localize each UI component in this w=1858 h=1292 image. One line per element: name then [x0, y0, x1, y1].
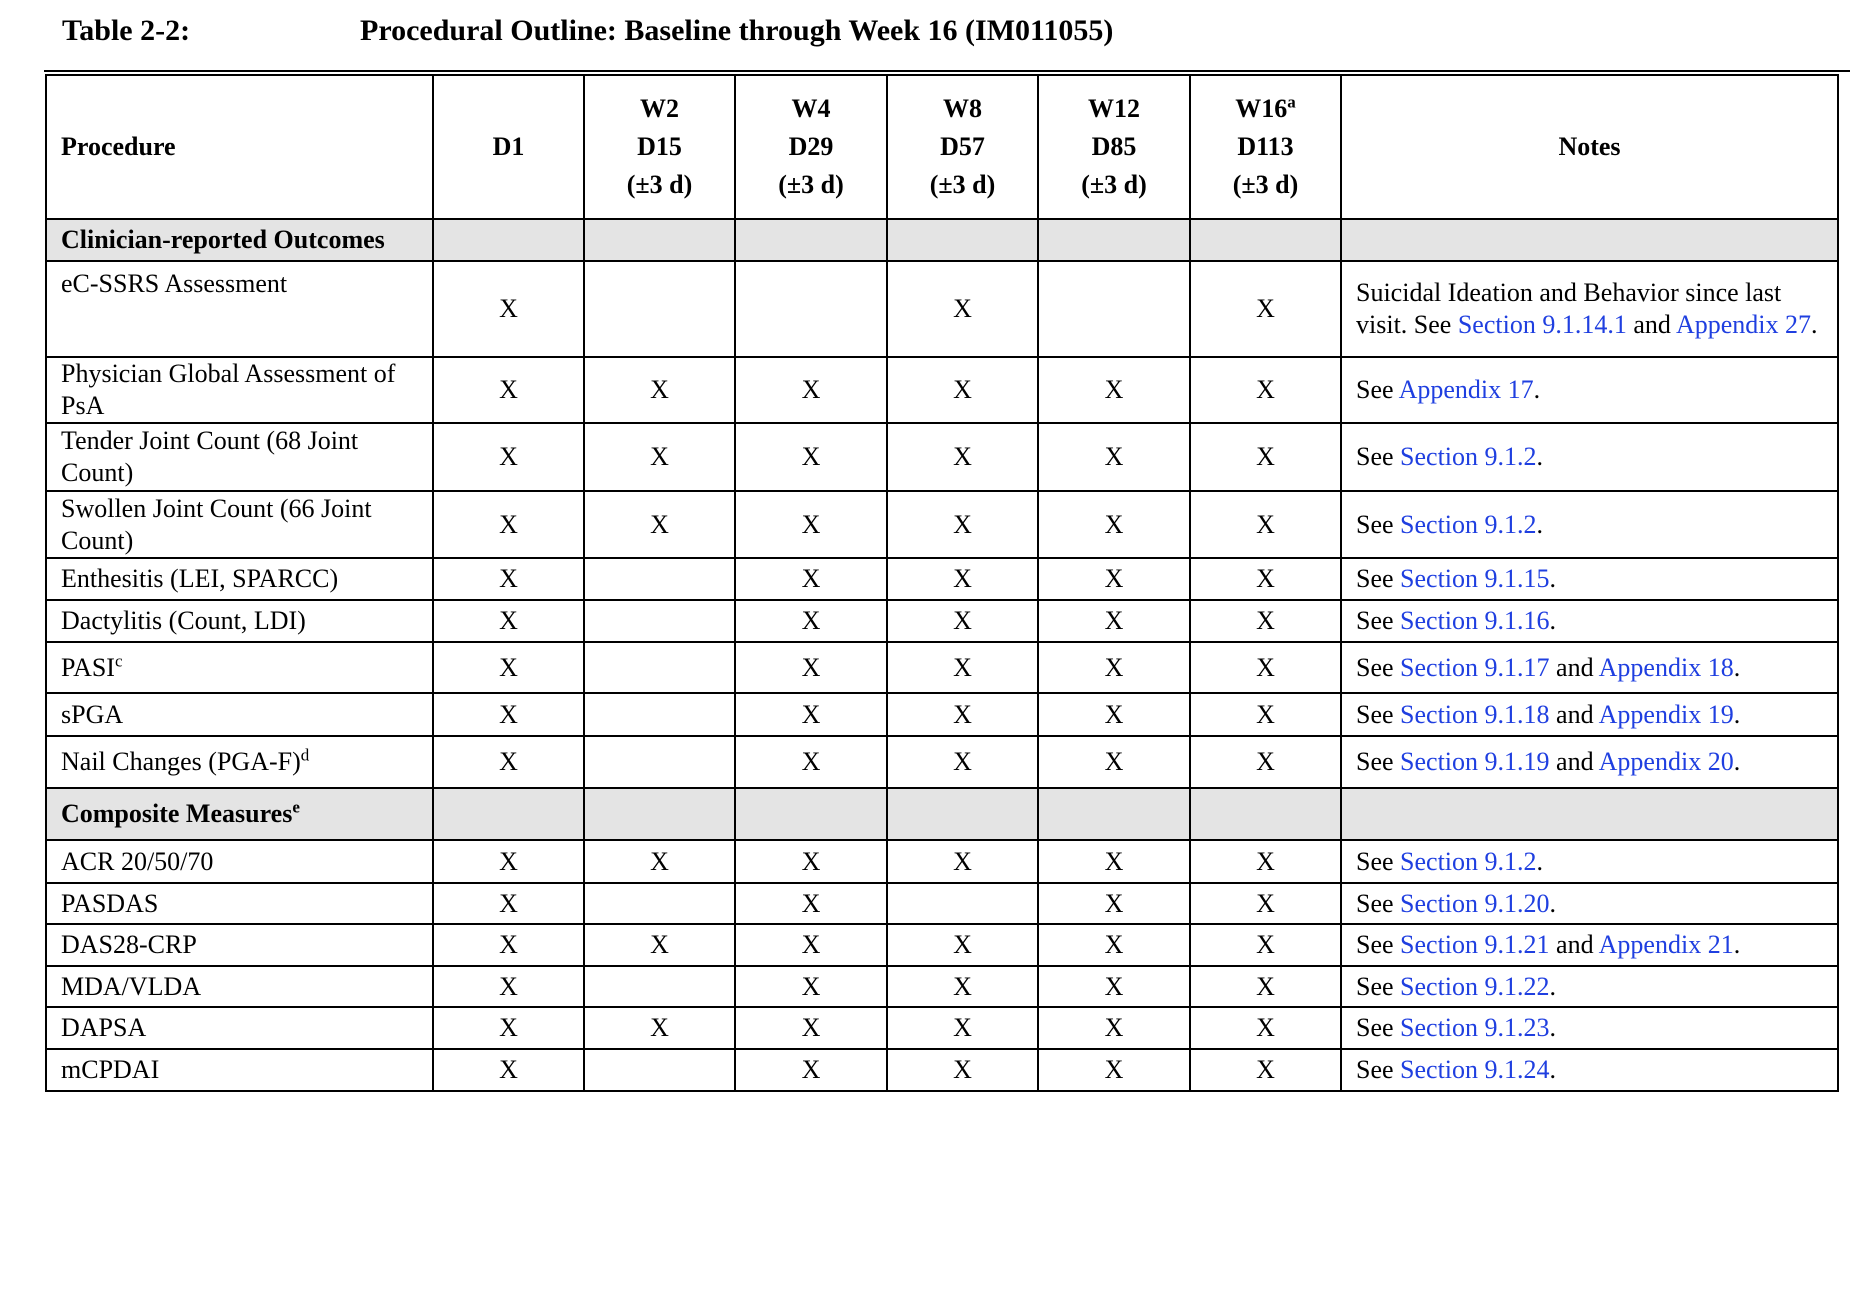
notes-text: .	[1811, 310, 1818, 339]
cross-reference-link[interactable]: Section 9.1.19	[1400, 747, 1550, 776]
procedure-cell	[46, 736, 433, 788]
notes-cell	[1341, 966, 1838, 1007]
visit-mark: X	[887, 423, 1038, 491]
visit-mark: X	[1038, 883, 1190, 924]
visit-mark	[584, 883, 735, 924]
header-notes: Notes	[1341, 75, 1838, 219]
visit-mark: X	[433, 736, 584, 788]
visit-mark: X	[1038, 966, 1190, 1007]
cross-reference-link[interactable]: Section 9.1.20	[1400, 888, 1550, 918]
visit-mark: X	[887, 491, 1038, 558]
notes-text: .	[1549, 888, 1557, 918]
table-row	[46, 693, 1838, 736]
notes-text: .	[1549, 1055, 1557, 1084]
section-row	[46, 219, 1838, 261]
notes-text: See	[1356, 1013, 1401, 1042]
visit-mark: X	[584, 357, 735, 423]
notes-text: .	[1549, 606, 1557, 635]
visit-mark: X	[433, 491, 584, 558]
cross-reference-link[interactable]: Appendix 18	[1598, 652, 1734, 682]
procedure-name: Dactylitis (Count, LDI)	[61, 606, 306, 635]
notes-text: .	[1733, 652, 1741, 682]
visit-mark: X	[887, 558, 1038, 600]
visit-mark: X	[433, 261, 584, 357]
visit-mark: X	[1038, 600, 1190, 642]
procedure-name: Physician Global Assessment of PsA	[61, 359, 396, 420]
cross-reference-link[interactable]: Section 9.1.2	[1400, 509, 1537, 539]
visit-mark: X	[887, 1049, 1038, 1091]
visit-mark: X	[887, 924, 1038, 966]
notes-text: See	[1356, 1055, 1401, 1084]
notes-cell	[1341, 1007, 1838, 1049]
visit-mark: X	[1190, 1049, 1341, 1091]
notes-text: .	[1549, 1013, 1557, 1042]
cross-reference-link[interactable]: Appendix 27	[1675, 310, 1811, 339]
visit-mark	[584, 558, 735, 600]
visit-mark: X	[887, 1007, 1038, 1049]
table-row	[46, 357, 1838, 423]
procedure-name: Nail Changes (PGA-F)	[61, 747, 301, 776]
procedure-cell	[46, 883, 433, 924]
visit-mark: X	[1190, 883, 1341, 924]
visit-mark: X	[433, 600, 584, 642]
cross-reference-link[interactable]: Section 9.1.23	[1400, 1013, 1550, 1042]
procedure-name: PASDAS	[61, 888, 159, 918]
visit-mark: X	[1190, 491, 1341, 558]
visit-mark: X	[584, 840, 735, 883]
cross-reference-link[interactable]: Section 9.1.2	[1400, 442, 1537, 471]
visit-mark: X	[735, 558, 887, 600]
header-w12	[1038, 75, 1190, 219]
visit-mark: X	[887, 642, 1038, 693]
table-row	[46, 600, 1838, 642]
header-w8-day: D57	[940, 132, 985, 161]
visit-mark: X	[735, 883, 887, 924]
header-w4-day: D29	[788, 132, 834, 161]
cross-reference-link[interactable]: Section 9.1.22	[1400, 971, 1550, 1001]
visit-mark: X	[584, 491, 735, 558]
notes-cell	[1341, 357, 1838, 423]
cross-reference-link[interactable]: Section 9.1.2	[1400, 846, 1537, 876]
notes-text: .	[1549, 971, 1557, 1001]
notes-text: .	[1533, 375, 1541, 404]
section-empty-cell	[735, 788, 887, 840]
visit-mark: X	[887, 840, 1038, 883]
visit-mark: X	[433, 642, 584, 693]
section-empty-cell	[1038, 788, 1190, 840]
cross-reference-link[interactable]: Section 9.1.15	[1400, 564, 1550, 593]
visit-mark: X	[1190, 924, 1341, 966]
visit-mark: X	[1190, 736, 1341, 788]
header-w4-week: W4	[791, 94, 831, 123]
section-empty-cell	[1341, 219, 1838, 261]
procedure-cell	[46, 1049, 433, 1091]
notes-cell	[1341, 840, 1838, 883]
footnote-a-marker: a	[1287, 92, 1296, 112]
notes-cell	[1341, 491, 1838, 558]
header-w12-window: (±3 d)	[1081, 170, 1147, 199]
header-w16-day: D113	[1237, 132, 1294, 161]
notes-cell	[1341, 423, 1838, 491]
visit-mark	[584, 693, 735, 736]
visit-mark: X	[1038, 693, 1190, 736]
visit-mark: X	[735, 1049, 887, 1091]
notes-text: See	[1356, 509, 1401, 539]
procedure-cell	[46, 966, 433, 1007]
visit-mark: X	[433, 840, 584, 883]
visit-mark: X	[1190, 357, 1341, 423]
procedure-name: Enthesitis (LEI, SPARCC)	[61, 564, 339, 593]
visit-mark: X	[433, 357, 584, 423]
footnote-marker: d	[300, 745, 310, 765]
notes-text: .	[1549, 564, 1557, 593]
visit-mark: X	[433, 558, 584, 600]
notes-text: See	[1356, 652, 1401, 682]
visit-mark: X	[735, 840, 887, 883]
notes-text: and	[1549, 747, 1599, 776]
header-w8-week: W8	[943, 94, 982, 123]
notes-cell	[1341, 261, 1838, 357]
procedure-name: DAS28-CRP	[61, 930, 197, 959]
visit-mark: X	[1038, 558, 1190, 600]
visit-mark: X	[887, 966, 1038, 1007]
notes-text: .	[1536, 442, 1544, 471]
visit-mark: X	[1190, 261, 1341, 357]
visit-mark: X	[1190, 423, 1341, 491]
procedure-cell	[46, 600, 433, 642]
visit-mark: X	[1190, 966, 1341, 1007]
procedure-cell	[46, 840, 433, 883]
visit-mark: X	[1038, 491, 1190, 558]
section-empty-cell	[887, 219, 1038, 261]
header-w16-week-label: W16	[1235, 94, 1288, 123]
section-empty-cell	[584, 219, 735, 261]
cross-reference-link[interactable]: Section 9.1.17	[1400, 652, 1550, 682]
visit-mark	[584, 642, 735, 693]
footnote-marker: e	[292, 797, 300, 817]
visit-mark: X	[1038, 736, 1190, 788]
notes-text: See	[1356, 930, 1401, 959]
visit-mark: X	[735, 924, 887, 966]
procedure-name: PASI	[61, 652, 115, 682]
visit-mark: X	[433, 1007, 584, 1049]
section-title	[46, 788, 433, 840]
visit-mark: X	[735, 423, 887, 491]
notes-cell	[1341, 600, 1838, 642]
header-w4	[735, 75, 887, 219]
table-row	[46, 924, 1838, 966]
table-row	[46, 558, 1838, 600]
header-w16-week	[1205, 90, 1326, 128]
procedure-name: eC-SSRS Assessment	[61, 269, 288, 298]
table-row	[46, 966, 1838, 1007]
section-title	[46, 219, 433, 261]
visit-mark: X	[735, 357, 887, 423]
visit-mark: X	[1038, 1049, 1190, 1091]
visit-mark: X	[887, 261, 1038, 357]
section-empty-cell	[1190, 219, 1341, 261]
header-procedure: Procedure	[46, 75, 433, 219]
procedure-cell	[46, 642, 433, 693]
table-row	[46, 423, 1838, 491]
visit-mark: X	[433, 1049, 584, 1091]
visit-mark: X	[584, 423, 735, 491]
header-w2	[584, 75, 735, 219]
header-w12-day: D85	[1091, 132, 1137, 161]
visit-mark: X	[1038, 840, 1190, 883]
cross-reference-link[interactable]: Section 9.1.18	[1400, 699, 1550, 729]
visit-mark: X	[433, 924, 584, 966]
procedure-cell	[46, 1007, 433, 1049]
visit-mark	[584, 261, 735, 357]
header-w8	[887, 75, 1038, 219]
notes-text: Suicidal Ideation and Behavior since last visit. See	[1356, 278, 1782, 339]
notes-text: .	[1536, 846, 1544, 876]
section-row	[46, 788, 1838, 840]
cross-reference-link[interactable]: Section 9.1.14.1	[1457, 310, 1627, 339]
visit-mark: X	[735, 966, 887, 1007]
notes-text: and	[1549, 652, 1599, 682]
visit-mark: X	[1190, 1007, 1341, 1049]
visit-mark	[1038, 261, 1190, 357]
visit-mark: X	[735, 491, 887, 558]
header-w16	[1190, 75, 1341, 219]
cross-reference-link[interactable]: Section 9.1.16	[1400, 606, 1550, 635]
notes-cell	[1341, 736, 1838, 788]
section-empty-cell	[433, 788, 584, 840]
header-w2-window: (±3 d)	[626, 170, 693, 199]
table-row	[46, 883, 1838, 924]
notes-text: See	[1356, 699, 1401, 729]
notes-text: See	[1356, 846, 1401, 876]
visit-mark: X	[735, 736, 887, 788]
visit-mark: X	[584, 924, 735, 966]
visit-mark: X	[1190, 600, 1341, 642]
section-empty-cell	[584, 788, 735, 840]
notes-text: .	[1733, 699, 1741, 729]
header-d1: D1	[433, 75, 584, 219]
notes-text: and	[1626, 310, 1676, 339]
visit-mark: X	[887, 736, 1038, 788]
header-w2-day: D15	[637, 132, 682, 161]
caption-rule	[44, 70, 1850, 72]
notes-text: See	[1356, 564, 1401, 593]
section-empty-cell	[1038, 219, 1190, 261]
visit-mark	[584, 600, 735, 642]
table-row	[46, 840, 1838, 883]
visit-mark: X	[1190, 693, 1341, 736]
procedure-name: ACR 20/50/70	[61, 846, 214, 876]
procedure-cell	[46, 491, 433, 558]
procedure-cell	[46, 423, 433, 491]
procedure-name: DAPSA	[61, 1013, 147, 1042]
notes-text: .	[1536, 509, 1544, 539]
section-empty-cell	[887, 788, 1038, 840]
procedure-name: Tender Joint Count (68 Joint Count)	[61, 426, 359, 487]
visit-mark: X	[735, 693, 887, 736]
header-w16-window: (±3 d)	[1232, 170, 1299, 199]
visit-mark: X	[1038, 423, 1190, 491]
procedure-cell	[46, 261, 433, 357]
visit-mark: X	[735, 1007, 887, 1049]
section-empty-cell	[1190, 788, 1341, 840]
footnote-marker: c	[114, 650, 123, 670]
procedure-cell	[46, 558, 433, 600]
visit-mark	[584, 966, 735, 1007]
procedural-outline-table	[45, 74, 1839, 1092]
notes-text: .	[1733, 930, 1741, 959]
notes-cell	[1341, 924, 1838, 966]
notes-text: See	[1356, 375, 1399, 404]
header-w8-window: (±3 d)	[929, 170, 996, 199]
cross-reference-link[interactable]: Appendix 19	[1598, 699, 1734, 729]
notes-text: See	[1356, 606, 1401, 635]
visit-mark: X	[1038, 357, 1190, 423]
table-title: Procedural Outline: Baseline through Week 16 (IM011055)	[360, 14, 1114, 47]
visit-mark: X	[1190, 642, 1341, 693]
notes-text: and	[1549, 930, 1599, 959]
visit-mark	[887, 883, 1038, 924]
section-empty-cell	[433, 219, 584, 261]
notes-cell	[1341, 642, 1838, 693]
visit-mark: X	[1190, 840, 1341, 883]
visit-mark: X	[887, 693, 1038, 736]
section-title-text: Clinician-reported Outcomes	[61, 225, 385, 254]
notes-cell	[1341, 558, 1838, 600]
visit-mark	[735, 261, 887, 357]
notes-text: See	[1356, 971, 1401, 1001]
visit-mark: X	[887, 357, 1038, 423]
notes-cell	[1341, 883, 1838, 924]
section-title-text: Composite Measures	[61, 799, 293, 828]
table-row	[46, 491, 1838, 558]
table-row	[46, 642, 1838, 693]
table-row	[46, 1049, 1838, 1091]
table-caption	[0, 14, 1858, 54]
header-w12-week: W12	[1088, 94, 1140, 123]
header-row	[46, 75, 1838, 219]
visit-mark: X	[1190, 558, 1341, 600]
visit-mark	[584, 1049, 735, 1091]
visit-mark: X	[433, 693, 584, 736]
visit-mark	[584, 736, 735, 788]
procedure-name: mCPDAI	[61, 1055, 160, 1084]
procedure-name: sPGA	[61, 699, 124, 729]
cross-reference-link[interactable]: Appendix 17	[1398, 375, 1534, 404]
procedure-cell	[46, 357, 433, 423]
section-empty-cell	[1341, 788, 1838, 840]
header-w2-week: W2	[640, 94, 679, 123]
cross-reference-link[interactable]: Appendix 21	[1598, 930, 1734, 959]
notes-text: See	[1356, 747, 1401, 776]
visit-mark: X	[433, 883, 584, 924]
cross-reference-link[interactable]: Section 9.1.24	[1400, 1055, 1550, 1084]
header-w4-window: (±3 d)	[778, 170, 844, 199]
notes-text: and	[1549, 699, 1599, 729]
visit-mark: X	[584, 1007, 735, 1049]
table-row	[46, 1007, 1838, 1049]
notes-text: See	[1356, 442, 1401, 471]
procedure-cell	[46, 924, 433, 966]
visit-mark: X	[1038, 924, 1190, 966]
notes-cell	[1341, 693, 1838, 736]
section-empty-cell	[735, 219, 887, 261]
notes-text: See	[1356, 888, 1401, 918]
procedure-name: MDA/VLDA	[61, 971, 202, 1001]
procedure-name: Swollen Joint Count (66 Joint Count)	[61, 493, 372, 555]
notes-text: .	[1733, 747, 1741, 776]
visit-mark: X	[735, 600, 887, 642]
visit-mark: X	[1038, 642, 1190, 693]
notes-cell	[1341, 1049, 1838, 1091]
table-number: Table 2-2:	[62, 14, 191, 47]
visit-mark: X	[433, 423, 584, 491]
procedure-cell	[46, 693, 433, 736]
table-row	[46, 261, 1838, 357]
visit-mark: X	[735, 642, 887, 693]
visit-mark: X	[887, 600, 1038, 642]
cross-reference-link[interactable]: Appendix 20	[1598, 747, 1734, 776]
table-row	[46, 736, 1838, 788]
cross-reference-link[interactable]: Section 9.1.21	[1400, 930, 1550, 959]
table-body	[46, 219, 1838, 1091]
visit-mark: X	[1038, 1007, 1190, 1049]
visit-mark: X	[433, 966, 584, 1007]
